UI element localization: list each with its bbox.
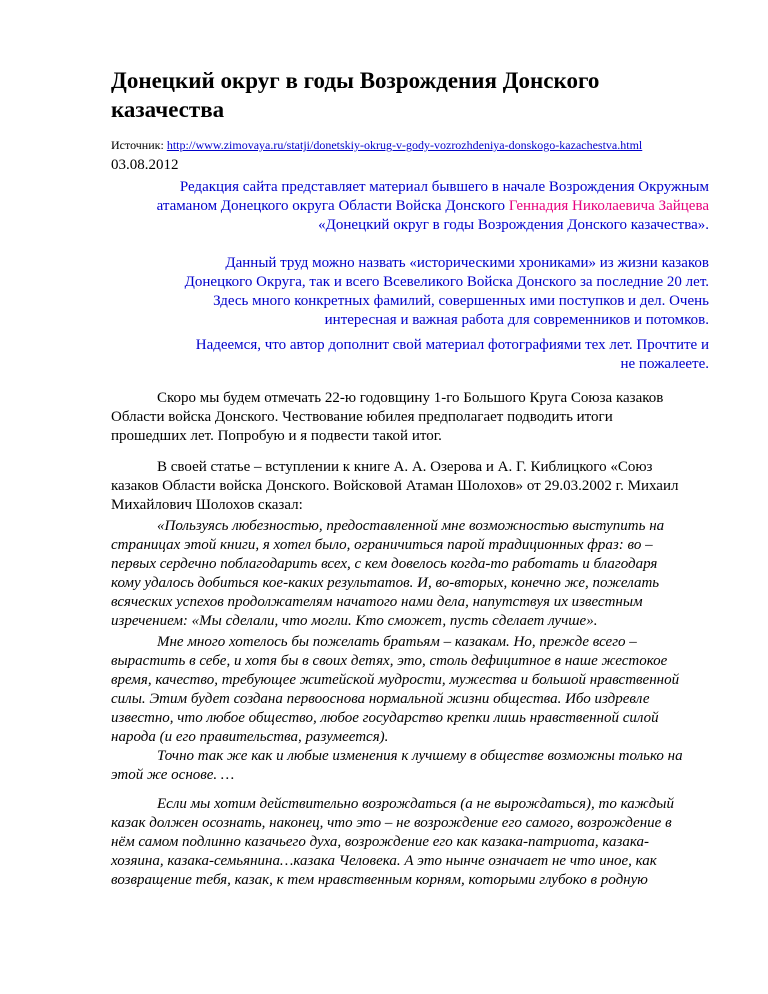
quote-line: хозяина, казака-семьянина…казака Человека. А это нынче означает не что иное, как bbox=[111, 853, 657, 869]
intro-paragraph-4 bbox=[111, 336, 709, 374]
quote-line: всяческих успехов продолжателям начатого нами дела, напутствуя их известным bbox=[111, 594, 643, 610]
intro-line: Данный труд можно назвать «историческими хрониками» из жизни казаков bbox=[225, 255, 709, 271]
body-paragraph-2 bbox=[111, 458, 709, 515]
quote-paragraph-4 bbox=[111, 795, 709, 890]
intro-line: не пожалеете. bbox=[620, 356, 709, 372]
intro-line: «Донецкий округ в годы Возрождения Донского казачества». bbox=[318, 217, 709, 233]
quote-line: возвращение тебя, казак, к тем нравственным корням, которыми глубоко в родную bbox=[111, 872, 648, 888]
intro-line: Здесь много конкретных фамилий, совершенных ими поступков и дел. Очень bbox=[213, 293, 709, 309]
quote-paragraph-1 bbox=[111, 517, 709, 631]
quote-line: время, качество, требующее житейской мудрости, мужества и большой нравственной bbox=[111, 672, 680, 688]
source-label: Источник: bbox=[111, 138, 167, 152]
source-link[interactable]: http://www.zimovaya.ru/statji/donetskiy-okrug-v-gody-vozrozhdeniya-donskogo-kazachestva.html bbox=[166, 138, 643, 152]
quote-line: изречением: «Мы сделали, что могли. Кто сможет, пусть сделает лучше». bbox=[111, 613, 598, 629]
quote-line: казак должен осознать, наконец, что это – не возрождение его самого, возрождение в bbox=[111, 815, 672, 831]
intro-paragraph-3 bbox=[111, 292, 709, 330]
quote-line: этой же основе. … bbox=[111, 767, 235, 783]
quote-line: страницах этой книги, я хотел было, ограничиться парой традиционных фраз: во – bbox=[111, 537, 653, 553]
intro-line: Донецкого Округа, так и всего Всевеликого Войска Донского за последние 20 лет. bbox=[184, 274, 709, 290]
quote-line: кому удалось добиться кое-каких результатов. И, во-вторых, конечно же, пожелать bbox=[111, 575, 660, 591]
intro-line: Редакция сайта представляет материал бывшего в начале Возрождения Окружным bbox=[179, 179, 709, 195]
quote-line: нём самом подлинно казачьего духа, возрождение его как казака-патриота, казака- bbox=[111, 834, 650, 850]
quote-paragraph-3 bbox=[111, 747, 709, 785]
body-line: прошедших лет. Попробую и я подвести такой итог. bbox=[111, 428, 442, 444]
body-line: казаков Области войска Донского. Войсковой Атаман Шолохов» от 29.03.2002 г. Михаил bbox=[111, 478, 679, 494]
page-title: Донецкий округ в годы Возрождения Донского казачества bbox=[111, 68, 600, 122]
body-line: Области войска Донского. Чествование юбилея предполагает подводить итоги bbox=[111, 409, 613, 425]
body-line: Скоро мы будем отмечать 22-ю годовщину 1-го Большого Круга Союза казаков bbox=[157, 390, 664, 406]
quote-line: Точно так же как и любые изменения к лучшему в обществе возможны только на bbox=[157, 748, 683, 764]
body-paragraph-1 bbox=[111, 389, 709, 446]
quote-line: вырастить в себе, и хотя бы в своих детях, это, столь дефицитное в наше жестокое bbox=[111, 653, 668, 669]
intro-line: Надеемся, что автор дополнит свой материал фотографиями тех лет. Прочтите и bbox=[195, 337, 709, 353]
publication-date: 03.08.2012 bbox=[111, 157, 179, 173]
quote-line: «Пользуясь любезностью, предоставленной мне возможностью выступить на bbox=[157, 518, 665, 534]
quote-line: Мне много хотелось бы пожелать братьям – казакам. Но, прежде всего – bbox=[157, 634, 637, 650]
quote-line: первых сердечно поблагодарить всех, с кем довелось когда-то работать и благодаря bbox=[111, 556, 658, 572]
intro-line bbox=[111, 197, 709, 216]
intro-paragraph-1 bbox=[111, 178, 709, 235]
intro-paragraph-2 bbox=[111, 254, 709, 292]
source-line bbox=[111, 137, 731, 153]
intro-text: атаманом Донецкого округа Области Войска Донского bbox=[156, 198, 509, 214]
quote-line: народа (и его правительства, разумеется). bbox=[111, 729, 389, 745]
quote-line: Если мы хотим действительно возрождаться (а не вырождаться), то каждый bbox=[157, 796, 674, 812]
body-line: В своей статье – вступлении к книге А. А. Озерова и А. Г. Киблицкого «Союз bbox=[157, 459, 653, 475]
author-name: Геннадия Николаевича Зайцева bbox=[508, 198, 709, 214]
body-line: Михайлович Шолохов сказал: bbox=[111, 497, 303, 513]
quote-paragraph-2 bbox=[111, 633, 709, 747]
quote-line: силы. Этим будет создана первооснова нормальной жизни общества. Ибо издревле bbox=[111, 691, 650, 707]
quote-line: известно, что любое общество, любое государство крепки лишь нравственной силой bbox=[111, 710, 659, 726]
intro-line: интересная и важная работа для современников и потомков. bbox=[324, 312, 709, 328]
